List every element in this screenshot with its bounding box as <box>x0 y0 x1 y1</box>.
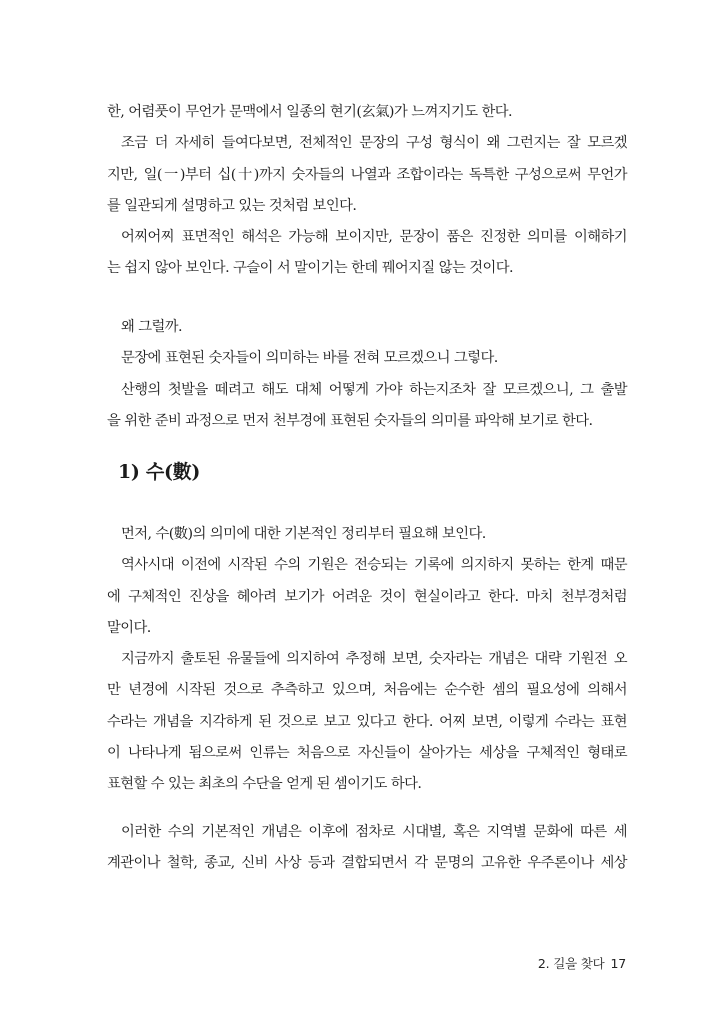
text-line: 이러한 수의 기본적인 개념은 이후에 점차로 시대별, 혹은 지역별 문화에 따른 세 <box>121 824 627 840</box>
text-line: 조금 더 자세히 들여다보면, 전체적인 문장의 구성 형식이 왜 그런지는 잘 모르겠 <box>121 135 627 152</box>
text-line: 산행의 첫발을 떼려고 해도 대체 어떻게 가야 하는지조차 잘 모르겠으니, 그 출발 <box>121 381 627 398</box>
text-line: 수라는 개념을 지각하게 된 것으로 보고 있다고 한다. 어찌 보면, 이렇게 수라는 표현 <box>107 713 627 730</box>
paragraph-block-3 <box>107 519 627 801</box>
text-line: 말이다. <box>107 619 151 636</box>
text-line: 지금까지 출토된 유물들에 의지하여 추정해 보면, 숫자라는 개념은 대략 기원전 오 <box>121 651 627 668</box>
text-line: 표현할 수 있는 최초의 수단을 얻게 된 셈이기도 하다. <box>107 776 422 793</box>
chapter-title: 2. 길을 찾다 <box>537 956 605 971</box>
text-line: 문장에 표현된 숫자들이 의미하는 바를 전혀 모르겠으니 그렇다. <box>121 350 498 367</box>
text-line: 먼저, 수(數)의 의미에 대한 기본적인 정리부터 필요해 보인다. <box>121 526 486 542</box>
text-line: 어찌어찌 표면적인 해석은 가능해 보이지만, 문장이 품은 진정한 의미를 이해하기 <box>121 229 627 246</box>
text-line: 이 나타나게 됨으로써 인류는 처음으로 자신들이 살아가는 세상을 구체적인 형태로 <box>107 745 627 762</box>
paragraph-block-2 <box>107 312 627 437</box>
text-line: 역사시대 이전에 시작된 수의 기원은 전승되는 기록에 의지하지 못하는 한계 때문 <box>121 557 627 574</box>
paragraph-block-4 <box>107 817 627 880</box>
page-number: 17 <box>610 956 626 971</box>
text-line: 만 년경에 시작된 것으로 추측하고 있으며, 처음에는 순수한 셈의 필요성에 의해서 <box>107 682 627 699</box>
text-line: 한, 어렴풋이 무언가 문맥에서 일종의 현기(玄氣)가 느껴지기도 한다. <box>107 104 513 120</box>
text-line: 왜 그럴까. <box>121 319 183 335</box>
text-line: 는 쉽지 않아 보인다. 구슬이 서 말이기는 한데 꿰어지질 않는 것이다. <box>107 260 513 277</box>
text-line: 을 위한 준비 과정으로 먼저 천부경에 표현된 숫자들의 의미를 파악해 보기로 한다. <box>107 412 593 429</box>
section-heading: 1) 수(數) <box>118 461 201 483</box>
text-line: 지만, 일(一)부터 십(十)까지 숫자들의 나열과 조합이라는 독특한 구성으로써 무언가 <box>107 166 627 183</box>
text-line: 계관이나 철학, 종교, 신비 사상 등과 결합되면서 각 문명의 고유한 우주론이나 세상 <box>107 855 627 872</box>
text-line: 를 일관되게 설명하고 있는 것처럼 보인다. <box>107 197 357 214</box>
text-line: 에 구체적인 진상을 헤아려 보기가 어려운 것이 현실이라고 한다. 마치 천부경처럼 <box>107 588 627 605</box>
paragraph-block-1 <box>107 97 627 285</box>
page-footer <box>538 954 626 972</box>
